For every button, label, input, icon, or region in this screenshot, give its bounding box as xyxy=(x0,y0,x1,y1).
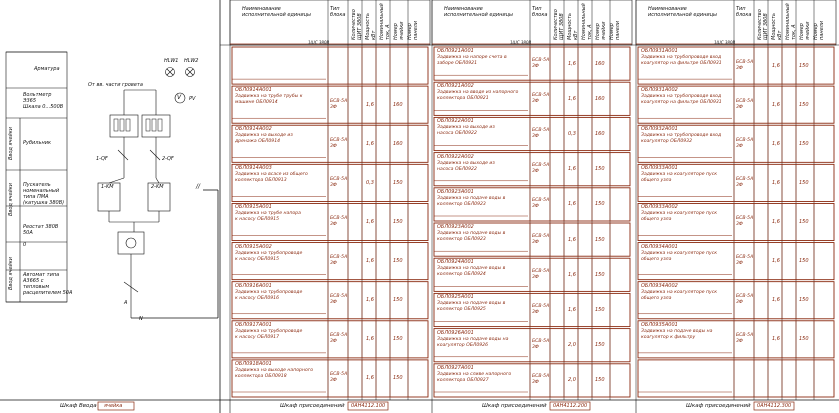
bus-break: // xyxy=(196,183,201,190)
row-description: Задвижка на трубопроводе вход коагулятор ОБЛ0932 xyxy=(641,133,722,145)
row-power: 1,6 xyxy=(772,62,780,69)
row-description: Задвижка на подаче воды в коллектор ОБЛ0924 xyxy=(437,266,506,278)
row-number: 150 xyxy=(393,375,403,382)
row-block-type: БСВ-5А 3Ф xyxy=(532,339,550,351)
row-code: ОБЛ0933А001 xyxy=(641,165,678,172)
row-power: 1,6 xyxy=(772,101,780,108)
section-footer: Шкаф присоединений xyxy=(482,403,547,409)
section-bus-label: 1ШС 380В xyxy=(510,40,532,45)
row-description: Задвижка на коагуляторе пуск общего узла xyxy=(641,172,718,184)
section-header-col: Номинальный ток, А xyxy=(785,3,797,40)
left-item-label: Реостат 380В 50А 0 xyxy=(23,224,59,248)
row-code: ОБЛ0921А001 xyxy=(437,48,474,54)
row-power: 1,6 xyxy=(366,375,374,382)
row-block-type: БСВ-5А 3Ф xyxy=(532,128,550,139)
row-power: 1,6 xyxy=(568,95,576,102)
row-block-type: БСВ-5А 3Ф xyxy=(330,216,348,227)
motor-symbol xyxy=(126,238,136,248)
row-description: Задвижка на трубопроводе к насосу ОБЛ0917 xyxy=(235,328,303,340)
section-header-col: Номер ячейки xyxy=(393,21,405,40)
row-code: ОБЛ0915А002 xyxy=(235,243,272,250)
row-block-type: БСВ-5А 3Ф xyxy=(532,92,550,104)
row-power: 1,6 xyxy=(772,297,780,304)
row-code: ОБЛ0927А001 xyxy=(437,364,474,371)
row-code: ОБЛ0924А001 xyxy=(437,259,474,266)
row-power: 1,6 xyxy=(366,258,374,265)
section-footer: Шкаф присоединений xyxy=(686,403,751,409)
row-number: 150 xyxy=(799,258,809,265)
row-block-type: БСВ-5А 3Ф xyxy=(736,176,754,188)
row-number: 150 xyxy=(799,140,809,147)
row-number: 150 xyxy=(393,336,403,343)
section-header-name: Наименование исполнительной единицы xyxy=(444,6,513,18)
row-description: Задвижка на трубопроводе вход коагулятор на фильтре ОБЛ0931 xyxy=(641,94,722,106)
row-description: Задвижка на коагуляторе пуск общего узла xyxy=(641,289,718,301)
row-power: 1,6 xyxy=(366,219,374,225)
breaker-contact xyxy=(118,150,128,160)
row-description: Задвижка на выходе из дренажа ОБЛ0914 xyxy=(235,133,293,145)
row-block-type: БСВ-5А 3Ф xyxy=(736,59,754,71)
row-code: ОБЛ0914А001 xyxy=(235,87,272,94)
row-power: 1,6 xyxy=(366,336,374,343)
voltmeter-symbol: V xyxy=(177,94,182,101)
relay-right-label: 2-KM xyxy=(151,184,164,190)
row-description: Задвижка на всасе из общего коллектора ОБЛ0913 xyxy=(235,172,308,184)
row-number: 150 xyxy=(595,166,605,173)
row-number: 150 xyxy=(799,62,809,69)
left-group-label: Ввод ячейки xyxy=(8,256,14,290)
row-block-type: БСВ-5А 3Ф xyxy=(736,294,754,306)
row-block-type: БСВ-5А 3Ф xyxy=(736,216,754,227)
section-header-name: Наименование исполнительной единицы xyxy=(242,6,311,18)
row-block-type: БСВ-5А 3Ф xyxy=(736,255,754,267)
fuse-symbol xyxy=(152,119,156,131)
section-header-type: Тип блока xyxy=(736,6,752,18)
row-block-type: БСВ-5А 3Ф xyxy=(330,255,348,267)
section-header-col: Количество ЩИТ 380В xyxy=(351,9,363,40)
section-header-col: Номер панели xyxy=(407,20,419,40)
row-number: 150 xyxy=(595,342,605,349)
row-description: Задвижка на подаче воды в коллектор ОБЛ0923 xyxy=(437,195,506,207)
row-number: 150 xyxy=(595,271,605,278)
row-power: 0,3 xyxy=(366,179,374,186)
row-code: ОБЛ0931А002 xyxy=(641,87,678,94)
row-number: 150 xyxy=(393,297,403,304)
row-power: 1,6 xyxy=(772,219,780,225)
row-number: 150 xyxy=(393,219,403,225)
row-description: Задвижка на сливе напорного коллектора ОБЛ0927 xyxy=(437,371,512,383)
row-number: 160 xyxy=(393,101,403,108)
row-code: ОБЛ0931А001 xyxy=(641,48,678,54)
lamp-label-2: HLW2 xyxy=(184,58,199,64)
section-header-col: Номер ячейки xyxy=(595,21,607,40)
breaker-contact xyxy=(150,150,160,160)
section-header-type: Тип блока xyxy=(532,6,548,18)
row-block-type: БСВ-5А 3Ф xyxy=(532,304,550,315)
row-power: 1,6 xyxy=(772,336,780,343)
fuse-symbol xyxy=(126,119,130,131)
row-code: ОБЛ0934А001 xyxy=(641,243,678,250)
row-code: ОБЛ0922А002 xyxy=(437,153,474,160)
row-code: ОБЛ0914А003 xyxy=(235,165,272,172)
row-description: Задвижка на выходе из насоса ОБЛ0922 xyxy=(437,125,495,137)
left-item-label: Рубильник xyxy=(23,140,51,146)
row-description: Задвижка на подаче воды на коагулятор ОБЛ0926 xyxy=(437,336,509,348)
section-footer-id: 0АН4112.300 xyxy=(757,403,792,409)
left-group-label: Ввод ячейки xyxy=(8,126,14,160)
row-power: 2,0 xyxy=(568,377,576,384)
section-bus-label: 1ШС 380В xyxy=(714,40,736,45)
left-footer-id: ячейка xyxy=(104,403,123,409)
row-description: Задвижка на трубопроводе вход коагулятор на фильтре ОБЛ0931 xyxy=(641,55,722,66)
row-number: 150 xyxy=(595,236,605,243)
row-code: ОБЛ0926А001 xyxy=(437,329,474,336)
row-code: ОБЛ0922А001 xyxy=(437,118,474,125)
row-number: 150 xyxy=(799,297,809,304)
row-description: Задвижка на трубопроводе к насосу ОБЛ0915 xyxy=(235,250,303,262)
row-power: 1,6 xyxy=(568,271,576,278)
row-block-type: БСВ-5А 3Ф xyxy=(532,233,550,245)
row-block-type: БСВ-5А 3Ф xyxy=(330,372,348,384)
row-description: Задвижка на выходе из насоса ОБЛ0922 xyxy=(437,160,495,172)
section-footer-id: 0АН4112.200 xyxy=(553,403,588,409)
left-footer-label: Шкаф Ввода xyxy=(60,403,97,409)
row-code: ОБЛ0934А002 xyxy=(641,282,678,289)
row-description: Задвижка на трубопроводе к насосу ОБЛ0916 xyxy=(235,289,303,301)
row-code: ОБЛ0918А001 xyxy=(235,360,272,367)
frame-line xyxy=(109,178,124,183)
row-power: 1,6 xyxy=(772,258,780,265)
row-description: Задвижка на вводе из напорного коллектора ОБЛ0921 xyxy=(437,90,519,102)
breaker-right-label: 2-QF xyxy=(162,156,174,162)
row-code: ОБЛ0933А002 xyxy=(641,204,678,211)
row-code: ОБЛ0917А001 xyxy=(235,321,272,328)
table-row xyxy=(638,360,834,397)
section-header-col: Мощность кВт xyxy=(771,12,783,40)
fuse-symbol xyxy=(146,119,150,131)
incoming-note: От вв. части гровета xyxy=(88,82,143,88)
reostat-symbol xyxy=(118,232,144,254)
fuse-symbol xyxy=(114,119,118,131)
row-code: ОБЛ0932А001 xyxy=(641,126,678,133)
row-code: ОБЛ0915А001 xyxy=(235,204,272,211)
section-header-col: Номинальный ток, А xyxy=(581,3,593,40)
row-power: 2,0 xyxy=(568,342,576,349)
row-number: 150 xyxy=(799,101,809,108)
row-number: 150 xyxy=(595,307,605,313)
row-description: Задвижка на напоре счета в заборе ОБЛ0921 xyxy=(437,55,507,66)
section-header-col: Мощность кВт xyxy=(567,12,579,40)
section-footer-id: 0АН4112.100 xyxy=(351,403,386,409)
left-item-label: Вольтметр Э365 Шкала 0...500В xyxy=(23,92,64,110)
row-block-type: БСВ-5А 3Ф xyxy=(330,333,348,345)
row-block-type: БСВ-5А 3Ф xyxy=(330,98,348,110)
row-code: ОБЛ0923А002 xyxy=(437,224,474,230)
phase-n: N xyxy=(139,316,143,322)
left-items-table xyxy=(6,52,67,302)
row-description: Задвижка на коагуляторе пуск общего узла xyxy=(641,250,718,262)
section-header-type: Тип блока xyxy=(330,6,346,18)
row-number: 150 xyxy=(393,258,403,265)
row-code: ОБЛ0914А002 xyxy=(235,126,272,133)
row-block-type: БСВ-5А 3Ф xyxy=(736,137,754,149)
row-power: 1,6 xyxy=(568,201,576,208)
row-code: ОБЛ0916А001 xyxy=(235,282,272,289)
fuse-symbol xyxy=(158,119,162,131)
frame-line xyxy=(156,178,159,183)
row-number: 160 xyxy=(595,95,605,102)
row-code: ОБЛ0935А001 xyxy=(641,321,678,328)
row-number: 160 xyxy=(595,131,605,137)
row-description: Задвижка на подаче воды в коллектор ОБЛ0925 xyxy=(437,301,506,313)
row-number: 150 xyxy=(799,219,809,225)
row-power: 1,6 xyxy=(568,307,576,313)
row-number: 150 xyxy=(799,179,809,186)
row-code: ОБЛ0925А001 xyxy=(437,294,474,301)
row-power: 1,6 xyxy=(772,179,780,186)
row-block-type: БСВ-5А 3Ф xyxy=(532,374,550,386)
left-item-label: Пускатель номенальный типа ПМА (катушка 380В) xyxy=(23,182,65,206)
phase-a: A xyxy=(124,300,128,306)
left-item-label: Арматура xyxy=(34,66,60,72)
left-group-label: Ввод ячейки xyxy=(8,182,14,216)
section-header-col: Мощность кВт xyxy=(365,12,377,40)
row-power: 1,6 xyxy=(568,166,576,173)
row-block-type: БСВ-5А 3Ф xyxy=(532,198,550,210)
table-row xyxy=(232,47,428,84)
row-block-type: БСВ-5А 3Ф xyxy=(736,333,754,345)
row-power: 1,6 xyxy=(568,236,576,243)
row-description: Задвижка на подаче воды в коллектор ОБЛ0923 xyxy=(437,231,506,242)
row-power: 1,6 xyxy=(366,140,374,147)
left-item-label: Автомат типа А3665 с тепловым расцепителем 50А xyxy=(23,272,73,296)
row-number: 150 xyxy=(393,179,403,186)
row-number: 160 xyxy=(595,60,605,67)
row-power: 0,3 xyxy=(568,131,576,137)
row-code: ОБЛ0921А002 xyxy=(437,83,474,90)
row-block-type: БСВ-5А 3Ф xyxy=(330,294,348,306)
row-block-type: БСВ-5А 3Ф xyxy=(330,176,348,188)
row-block-type: БСВ-5А 3Ф xyxy=(532,57,550,69)
row-number: 150 xyxy=(595,201,605,208)
row-description: Задвижка на подаче воды на коагулятор к фильтру xyxy=(641,328,713,340)
section-header-col: Количество ЩИТ 380В xyxy=(553,9,565,40)
row-block-type: БСВ-5А 3Ф xyxy=(532,268,550,280)
row-block-type: БСВ-5А 3Ф xyxy=(330,137,348,149)
section-bus-label: 1ШС 380В xyxy=(308,40,330,45)
fuse-symbol xyxy=(120,119,124,131)
row-description: Задвижка на коагуляторе пуск общего узла xyxy=(641,211,718,223)
row-block-type: БСВ-5А 3Ф xyxy=(736,98,754,110)
lamp-label-1: HLW1 xyxy=(164,58,179,64)
relay-left-label: 1-KM xyxy=(101,184,114,190)
row-number: 160 xyxy=(393,140,403,147)
section-header-col: Номер панели xyxy=(813,20,825,40)
breaker-left-label: 1-QF xyxy=(96,156,108,162)
row-power: 1,6 xyxy=(366,297,374,304)
row-block-type: БСВ-5А 3Ф xyxy=(532,163,550,175)
row-number: 150 xyxy=(595,377,605,384)
row-power: 1,6 xyxy=(772,140,780,147)
row-power: 1,6 xyxy=(366,101,374,108)
voltmeter-mark: PV xyxy=(189,96,196,102)
section-header-col: Номинальный ток, А xyxy=(379,3,391,40)
row-description: Задвижка на трубе трубы к машине ОБЛ0914 xyxy=(235,94,303,106)
row-description: Задвижка на выходе напорного коллектора ОБЛ0918 xyxy=(235,367,314,379)
row-code: ОБЛ0923А001 xyxy=(437,188,474,195)
section-footer: Шкаф присоединений xyxy=(280,403,345,409)
row-number: 150 xyxy=(799,336,809,343)
section-header-col: Количество ЩИТ 380В xyxy=(757,9,769,40)
section-header-name: Наименование исполнительной единицы xyxy=(648,6,717,18)
row-description: Задвижка на трубе напора к насосу ОБЛ0915 xyxy=(235,211,301,223)
row-power: 1,6 xyxy=(568,60,576,67)
section-header-col: Номер панели xyxy=(609,20,621,40)
section-header-col: Номер ячейки xyxy=(799,21,811,40)
